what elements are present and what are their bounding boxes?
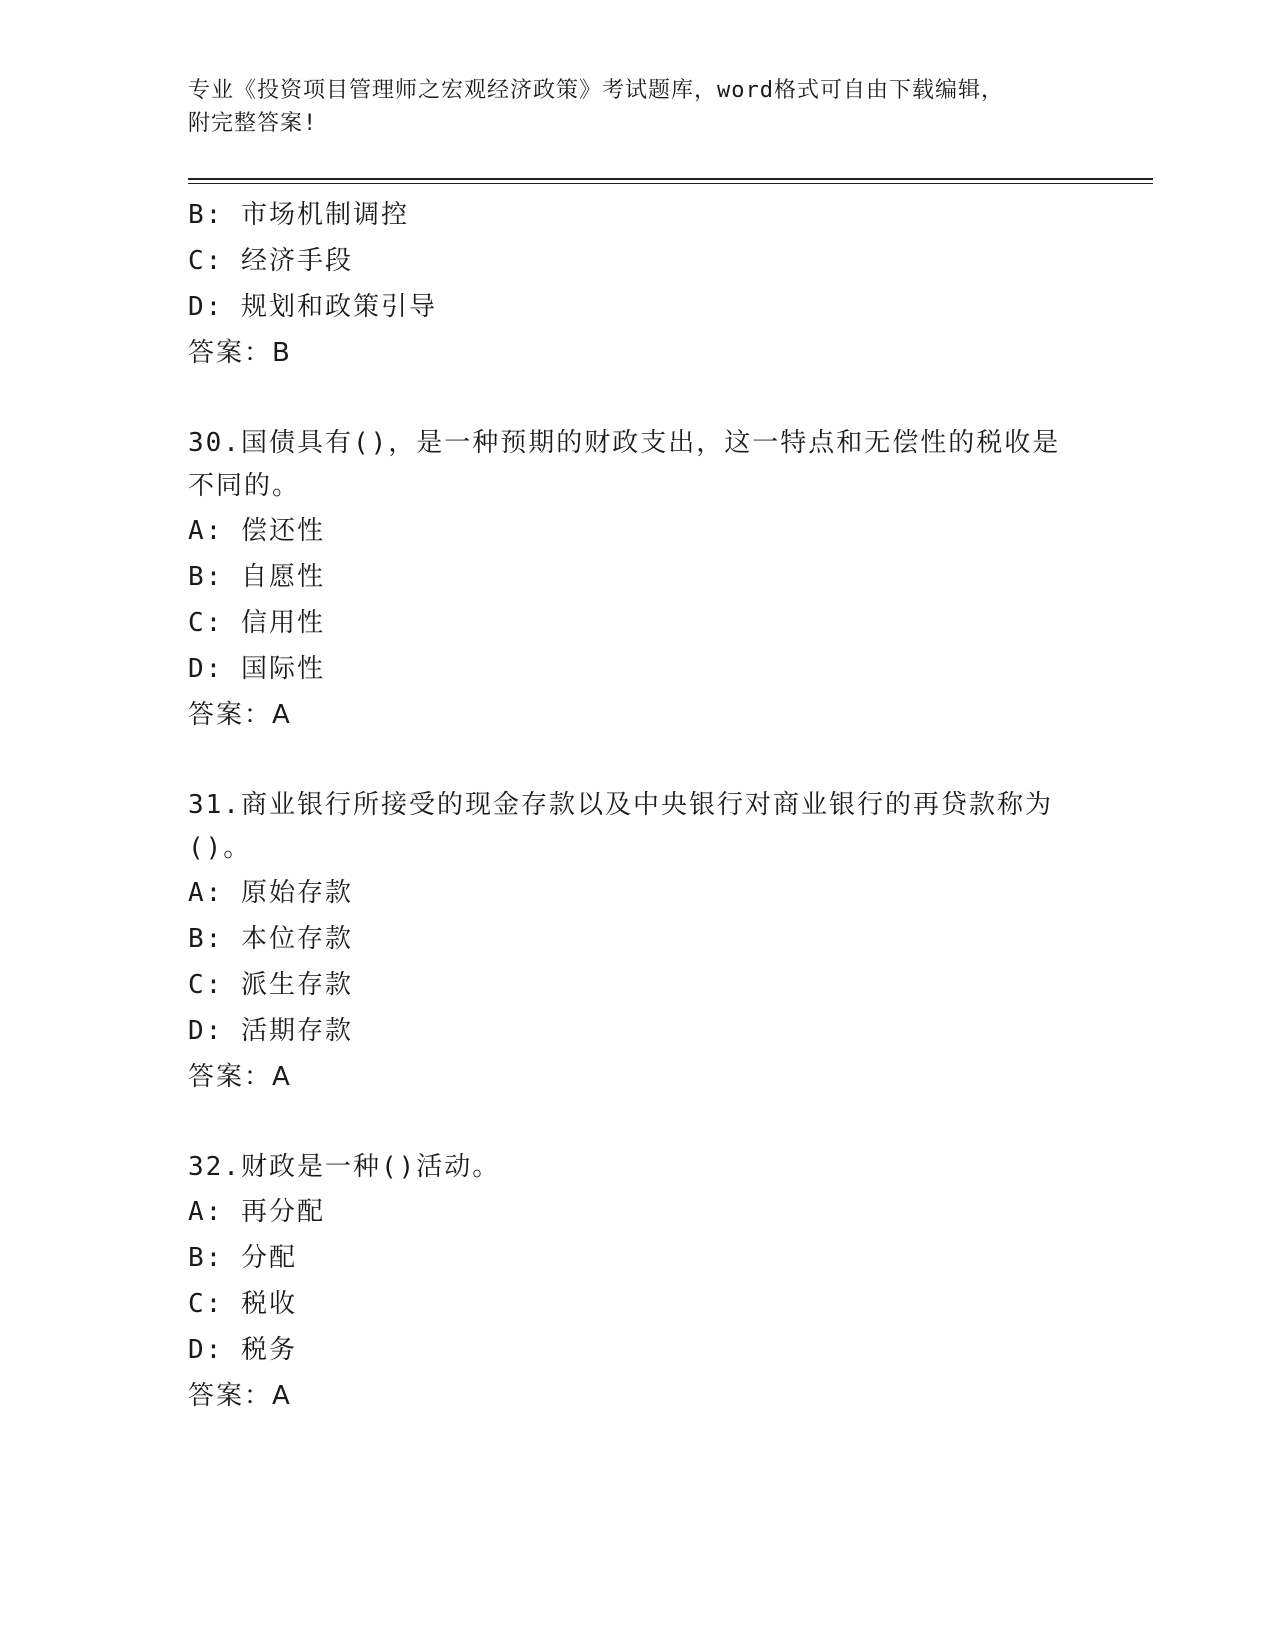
answer-line: 答案：B (188, 338, 292, 368)
answer-line: 答案：A (188, 700, 292, 730)
option-c: C: 派生存款 (188, 970, 353, 1000)
question-30 (188, 422, 1088, 738)
option-a: A: 原始存款 (188, 878, 353, 908)
option-d: D: 税务 (188, 1335, 297, 1365)
option-a: A: 再分配 (188, 1197, 325, 1227)
option-b: B: 市场机制调控 (188, 200, 409, 230)
option-c: C: 税收 (188, 1289, 297, 1319)
question-31 (188, 784, 1088, 1100)
document-header (188, 74, 1088, 140)
answer-line: 答案：A (188, 1381, 292, 1411)
prev-question-tail (188, 192, 1088, 376)
option-c: C: 经济手段 (188, 246, 353, 276)
option-b: B: 自愿性 (188, 562, 325, 592)
option-d: D: 规划和政策引导 (188, 292, 437, 322)
option-b: B: 本位存款 (188, 924, 353, 954)
answer-line: 答案：A (188, 1062, 292, 1092)
header-line-1: 专业《投资项目管理师之宏观经济政策》考试题库，word格式可自由下载编辑， (188, 78, 1004, 103)
option-a: A: 偿还性 (188, 516, 325, 546)
question-32 (188, 1146, 1088, 1419)
header-line-2: 附完整答案! (188, 111, 318, 136)
option-d: D: 国际性 (188, 654, 325, 684)
header-divider-thin (188, 183, 1153, 184)
question-text: 32.财政是一种()活动。 (188, 1152, 501, 1182)
question-text: 30.国债具有()，是一种预期的财政支出，这一特点和无偿性的税收是不同的。 (188, 428, 1061, 501)
question-list (188, 192, 1088, 1419)
header-divider-thick (188, 178, 1153, 180)
option-c: C: 信用性 (188, 608, 325, 638)
question-text: 31.商业银行所接受的现金存款以及中央银行对商业银行的再贷款称为()。 (188, 790, 1053, 863)
option-b: B: 分配 (188, 1243, 297, 1273)
option-d: D: 活期存款 (188, 1016, 353, 1046)
